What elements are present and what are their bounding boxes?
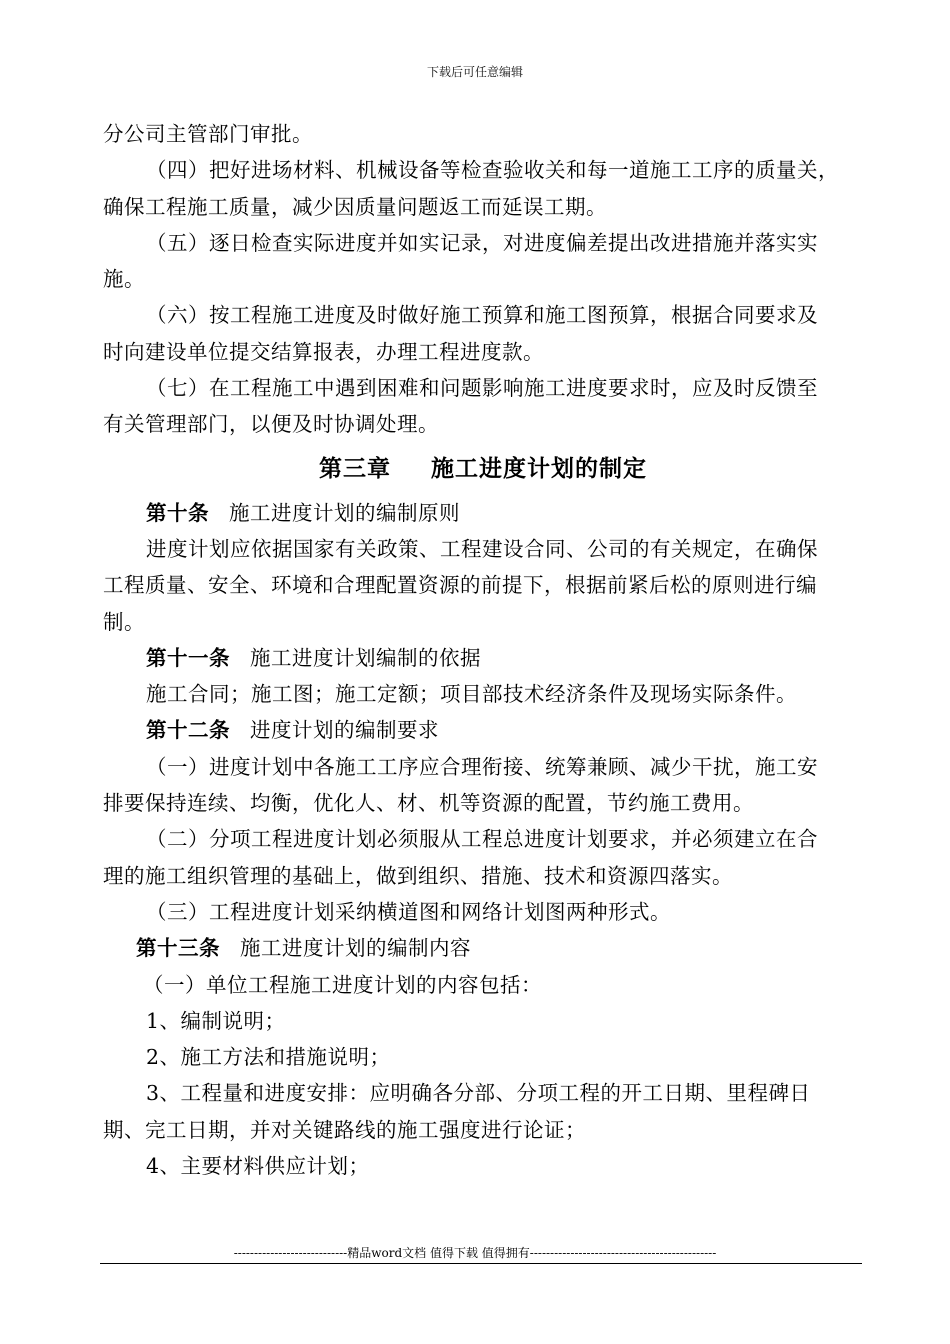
paragraph-line: 制。 — [103, 609, 145, 634]
paragraph-line: 有关管理部门，以便及时协调处理。 — [103, 412, 439, 437]
paragraph-line: 施。 — [103, 267, 145, 292]
paragraph-line: （三）工程进度计划采纳横道图和网络计划图两种形式。 — [146, 899, 671, 924]
document-body — [103, 116, 863, 1184]
page-header: 下载后可任意编辑 — [426, 65, 523, 79]
article-heading — [103, 495, 863, 531]
paragraph-line: （五）逐日检查实际进度并如实记录，对进度偏差提出改进措施并落实实 — [146, 230, 818, 255]
article-heading — [103, 640, 863, 676]
paragraph-line: （七）在工程施工中遇到困难和问题影响施工进度要求时，应及时反馈至 — [146, 376, 818, 401]
paragraph-line: （二）分项工程进度计划必须服从工程总进度计划要求，并必须建立在合 — [146, 827, 818, 852]
article-heading — [103, 930, 863, 966]
paragraph-line: 分公司主管部门审批。 — [103, 122, 313, 146]
paragraph-line: 期、完工日期，并对关键路线的施工强度进行论证； — [103, 1117, 586, 1142]
article-title: 施工进度计划的编制内容 — [240, 936, 471, 961]
paragraph-line: 1、编制说明； — [146, 1008, 286, 1033]
paragraph-line: （一）单位工程施工进度计划的内容包括： — [143, 972, 542, 997]
page-footer: ----------------------------精品word文档 值得下载 值得拥有---------------------------------------------- — [233, 1246, 717, 1260]
paragraph-line: 排要保持连续、均衡，优化人、材、机等资源的配置，节约施工费用。 — [103, 791, 754, 816]
article-heading — [103, 712, 863, 748]
footer-divider — [100, 1263, 862, 1264]
paragraph-line: （六）按工程施工进度及时做好施工预算和施工图预算，根据合同要求及 — [146, 303, 818, 328]
article-title: 进度计划的编制要求 — [250, 718, 439, 743]
article-label: 第十一条 — [146, 645, 230, 670]
chapter-heading — [103, 443, 863, 495]
paragraph-line: 进度计划应依据国家有关政策、工程建设合同、公司的有关规定，在确保 — [146, 536, 818, 561]
paragraph-line: 4、主要材料供应计划； — [146, 1154, 370, 1179]
article-title: 施工进度计划编制的依据 — [250, 645, 481, 670]
chapter-title: 施工进度计划的制定 — [431, 454, 647, 482]
paragraph-line: （一）进度计划中各施工工序应合理衔接、统筹兼顾、减少干扰，施工安 — [146, 754, 818, 779]
paragraph-line: （四）把好进场材料、机械设备等检查验收关和每一道施工工序的质量关， — [146, 158, 839, 183]
article-label: 第十三条 — [136, 936, 220, 961]
chapter-number: 第三章 — [319, 454, 391, 482]
paragraph-line: 确保工程施工质量，减少因质量问题返工而延误工期。 — [103, 194, 607, 219]
article-title: 施工进度计划的编制原则 — [229, 500, 460, 525]
paragraph-line: 3、工程量和进度安排：应明确各分部、分项工程的开工日期、里程碑日 — [146, 1081, 811, 1106]
paragraph-line: 施工合同；施工图；施工定额；项目部技术经济条件及现场实际条件。 — [146, 682, 797, 707]
paragraph-line: 2、施工方法和措施说明； — [146, 1045, 391, 1070]
article-label: 第十二条 — [146, 718, 230, 743]
paragraph-line: 工程质量、安全、环境和合理配置资源的前提下，根据前紧后松的原则进行编 — [103, 573, 817, 598]
paragraph-line: 时向建设单位提交结算报表，办理工程进度款。 — [103, 339, 544, 364]
article-label: 第十条 — [146, 500, 209, 525]
paragraph-line: 理的施工组织管理的基础上，做到组织、措施、技术和资源四落实。 — [103, 863, 733, 888]
